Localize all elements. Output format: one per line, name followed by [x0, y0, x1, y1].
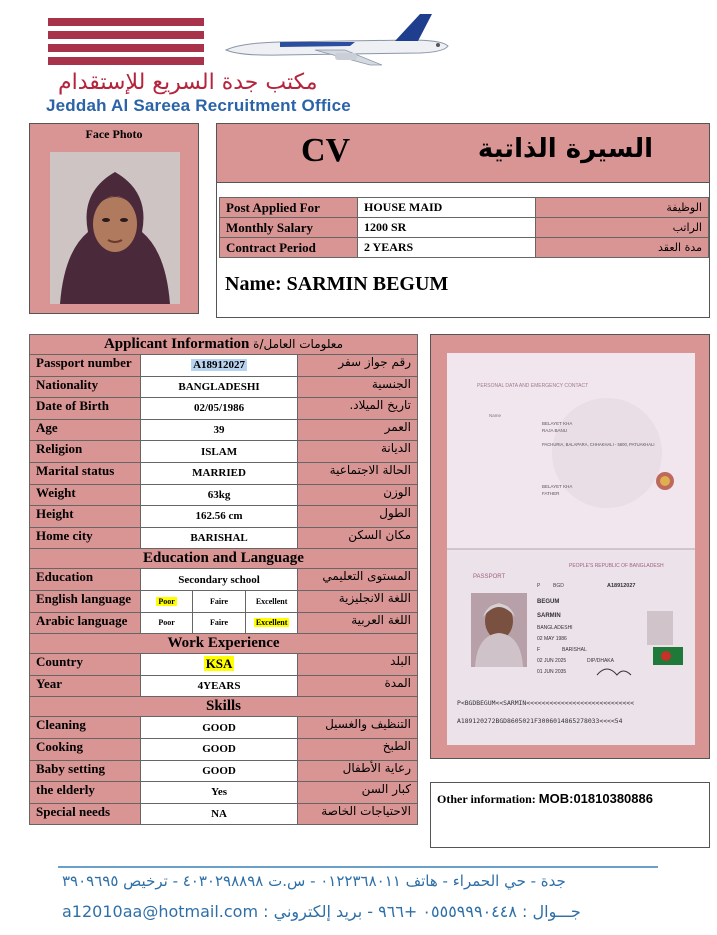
info-label: Passport number [30, 355, 141, 377]
face-photo [50, 152, 180, 304]
english-level-selected: Poor [158, 596, 175, 606]
info-row [30, 569, 418, 591]
arabic-level-option: Poor [141, 613, 194, 634]
applicant-name: Name: SARMIN BEGUM [225, 273, 449, 295]
info-row [30, 738, 418, 760]
info-row [30, 612, 418, 634]
info-row [30, 782, 418, 804]
arabic-level-option [246, 613, 298, 634]
other-information: Other information: MOB:01810380886 [437, 791, 653, 806]
pp-nationality: BANGLADESHI [537, 625, 573, 631]
info-label-arabic: الوزن [298, 484, 418, 506]
pp-doc-type: PASSPORT [473, 574, 506, 580]
arabic-level-selected: Excellent [255, 618, 288, 628]
info-value: Secondary school [140, 569, 298, 591]
job-label: Monthly Salary [220, 218, 358, 238]
english-level-options [140, 590, 298, 612]
job-row [220, 198, 709, 218]
job-label: Contract Period [220, 238, 358, 258]
info-label: Home city [30, 527, 141, 549]
info-value [140, 355, 298, 377]
info-label: Arabic language [30, 612, 141, 634]
info-row [30, 760, 418, 782]
other-information-label: Other information [437, 792, 532, 806]
info-label-arabic: رقم جواز سفر [298, 355, 418, 377]
section-title: Applicant Information [103, 336, 250, 352]
info-label-arabic: اللغة الانجليزية [298, 590, 418, 612]
arabic-level-options [140, 612, 298, 634]
pp-number: A18912027 [607, 583, 636, 589]
info-label: the elderly [30, 782, 141, 804]
info-label: Date of Birth [30, 398, 141, 420]
section-title-arabic: معلومات العامل/ة [253, 337, 344, 351]
info-row [30, 654, 418, 676]
info-row [30, 355, 418, 377]
info-label: Country [30, 654, 141, 676]
info-row [30, 376, 418, 398]
info-row [30, 419, 418, 441]
cv-title-arabic: السيرة الذاتية [477, 134, 653, 164]
footer-address: جدة - حي الحمراء - هاتف ٠١٢٢٣٦٨٠١١ - س.ت ٤٠٣٠٢٩٨٨٩٨ - ترخيص ٣٩٠٩٦٩٥ [62, 872, 566, 890]
footer-contact: جـــوال : ٠٥٥٥٩٩٩٠٤٤٨ +٩٦٦ - بريد إلكتروني : a12010aa@hotmail.com [62, 902, 581, 921]
section-skills: Skills [30, 697, 418, 717]
english-level-option [141, 591, 194, 612]
pp-relationship: FATHER [542, 491, 560, 496]
face-photo-title: Face Photo [85, 127, 143, 141]
info-label: English language [30, 590, 141, 612]
info-value: GOOD [140, 717, 298, 739]
info-label: Cleaning [30, 717, 141, 739]
other-information-box [430, 782, 710, 848]
pp-republic: PEOPLE'S REPUBLIC OF BANGLADESH [569, 563, 664, 569]
info-row [30, 803, 418, 825]
info-label: Nationality [30, 376, 141, 398]
info-label: Weight [30, 484, 141, 506]
pp-mrz-line1: P<BGDBEGUM<<SARMIN<<<<<<<<<<<<<<<<<<<<<<<<<<<< [457, 699, 634, 707]
info-label-arabic: التنظيف والغسيل [298, 717, 418, 739]
info-label: Year [30, 675, 141, 697]
info-value: 39 [140, 419, 298, 441]
cv-header [216, 123, 710, 183]
airplane-icon [220, 10, 455, 68]
footer-divider [58, 866, 658, 868]
passport-scan [447, 353, 695, 745]
info-label: Religion [30, 441, 141, 463]
info-label-arabic: كبار السن [298, 782, 418, 804]
info-row [30, 462, 418, 484]
passport-scan-frame [430, 334, 710, 759]
info-row [30, 441, 418, 463]
svg-text:Name: Name [489, 413, 502, 418]
info-value: ISLAM [140, 441, 298, 463]
job-value: HOUSE MAID [358, 198, 536, 218]
cv-job-section [216, 183, 710, 318]
job-value: 2 YEARS [358, 238, 536, 258]
pp-surname: BEGUM [537, 599, 560, 605]
info-row [30, 527, 418, 549]
info-value: NA [140, 803, 298, 825]
job-row [220, 238, 709, 258]
info-value: 4YEARS [140, 675, 298, 697]
job-label-arabic: مدة العقد [536, 238, 709, 258]
info-label: Marital status [30, 462, 141, 484]
pp-mrz-line2: A189120272BGD8605021F3006014865278033<<<<54 [457, 717, 623, 725]
arabic-level-option: Faire [193, 613, 246, 634]
info-label: Education [30, 569, 141, 591]
info-label-arabic: الاحتياجات الخاصة [298, 803, 418, 825]
info-row [30, 717, 418, 739]
pp-birthplace: BARISHAL [562, 647, 587, 653]
office-name-arabic: مكتب جدة السريع للإستقدام [58, 70, 318, 95]
info-label-arabic: تاريخ الميلاد. [298, 398, 418, 420]
pp-country-code: BGD [553, 583, 564, 589]
info-row [30, 675, 418, 697]
info-value: GOOD [140, 760, 298, 782]
office-logo-bars [48, 18, 204, 70]
job-label-arabic: الراتب [536, 218, 709, 238]
cv-title: CV [301, 132, 351, 169]
applicant-info-table [29, 334, 418, 825]
face-photo-box [29, 123, 199, 314]
pp-expiry-date: 01 JUN 2035 [537, 669, 567, 675]
pp-mother-name: RAJA BANU [542, 428, 568, 433]
info-label: Baby setting [30, 760, 141, 782]
job-value: 1200 SR [358, 218, 536, 238]
work-country-value: KSA [205, 656, 233, 672]
info-label-arabic: الديانة [298, 441, 418, 463]
info-label-arabic: العمر [298, 419, 418, 441]
info-value: BARISHAL [140, 527, 298, 549]
pp-type: P [537, 583, 541, 589]
info-label: Age [30, 419, 141, 441]
info-label-arabic: مكان السكن [298, 527, 418, 549]
english-level-option: Faire [193, 591, 246, 612]
info-value: 63kg [140, 484, 298, 506]
info-label-arabic: المستوى التعليمي [298, 569, 418, 591]
pp-given-name: SARMIN [537, 613, 561, 619]
pp-issue-date: 02 JUN 2025 [537, 658, 567, 664]
info-value: 162.56 cm [140, 506, 298, 528]
section-education: Education and Language [30, 549, 418, 569]
pp-dob: 02 MAY 1986 [537, 636, 567, 642]
info-row [30, 590, 418, 612]
info-label-arabic: اللغة العربية [298, 612, 418, 634]
mobile-number: MOB:01810380886 [538, 791, 653, 806]
info-label-arabic: الطول [298, 506, 418, 528]
info-row [30, 506, 418, 528]
job-label: Post Applied For [220, 198, 358, 218]
info-value: 02/05/1986 [140, 398, 298, 420]
info-value [140, 654, 298, 676]
job-table [219, 197, 709, 258]
info-label-arabic: الجنسية [298, 376, 418, 398]
pp-sex: F [537, 647, 541, 653]
office-name-english: Jeddah Al Sareea Recruitment Office [46, 96, 351, 115]
passport-number-value: A18912027 [193, 359, 246, 372]
pp-address: PACHURIA, BALAPARA, CHHAKHALI - 5600, PATUAKHALI [542, 442, 655, 447]
pp-father-name: BELAYET KHA [542, 421, 573, 426]
info-label: Special needs [30, 803, 141, 825]
info-label-arabic: البلد [298, 654, 418, 676]
info-label-arabic: المدة [298, 675, 418, 697]
job-label-arabic: الوظيفة [536, 198, 709, 218]
info-label-arabic: الحالة الاجتماعية [298, 462, 418, 484]
info-label-arabic: الطبخ [298, 738, 418, 760]
info-label-arabic: رعاية الأطفال [298, 760, 418, 782]
info-label: Height [30, 506, 141, 528]
job-row [220, 218, 709, 238]
info-value: GOOD [140, 738, 298, 760]
info-row [30, 484, 418, 506]
info-value: Yes [140, 782, 298, 804]
info-row [30, 398, 418, 420]
pp-contact-name: BELAYET KHA [542, 484, 573, 489]
info-label: Cooking [30, 738, 141, 760]
info-value: MARRIED [140, 462, 298, 484]
english-level-option: Excellent [255, 596, 288, 606]
section-applicant-info [30, 335, 418, 355]
section-work-experience: Work Experience [30, 634, 418, 654]
info-value: BANGLADESHI [140, 376, 298, 398]
pp-emergency-header: PERSONAL DATA AND EMERGENCY CONTACT [477, 383, 589, 389]
pp-authority: DIP/DHAKA [587, 658, 614, 664]
